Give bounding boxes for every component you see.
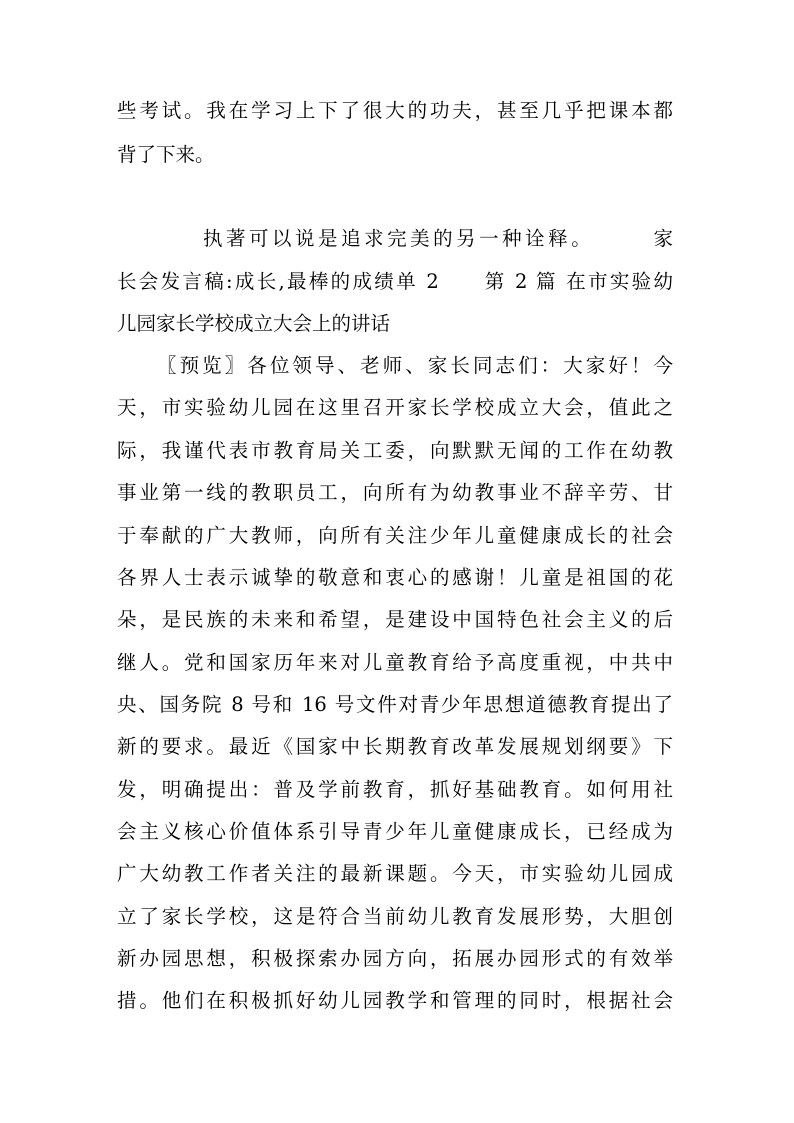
text-line: 朵，是民族的未来和希望，是建设中国特色社会主义的后 [117, 608, 673, 631]
text-line: 立了家长学校，这是符合当前幼儿教育发展形势，大胆创 [117, 905, 673, 928]
text-line: 〖预览〗各位领导、老师、家长同志们：大家好！今 [157, 354, 673, 377]
text-line: 天，市实验幼儿园在这里召开家长学校成立大会，值此之 [117, 396, 673, 419]
text-line: 执著可以说是追求完美的另一种诠释。 家 [203, 227, 673, 250]
text-line: 会主义核心价值体系引导青少年儿童健康成长，已经成为 [117, 820, 673, 843]
text-line: 儿园家长学校成立大会上的讲话 [117, 312, 391, 335]
text-line: 事业第一线的教职员工，向所有为幼教事业不辞辛劳、甘 [117, 481, 673, 504]
text-line: 背了下来。 [117, 143, 215, 166]
text-line: 些考试。我在学习上下了很大的功夫，甚至几乎把课本都 [117, 99, 673, 122]
text-line: 新办园思想，积极探索办园方向，拓展办园形式的有效举 [117, 947, 673, 970]
text-line: 央、国务院 8 号和 16 号文件对青少年思想道德教育提出了 [117, 693, 673, 716]
text-line: 各界人士表示诚挚的敬意和衷心的感谢！儿童是祖国的花 [117, 566, 673, 589]
text-line: 长会发言稿:成长,最棒的成绩单 2 第 2 篇 在市实验幼 [117, 270, 673, 293]
text-line: 于奉献的广大教师，向所有关注少年儿童健康成长的社会 [117, 524, 673, 547]
text-line: 发，明确提出：普及学前教育，抓好基础教育。如何用社 [117, 778, 673, 801]
text-line: 广大幼教工作者关注的最新课题。今天，市实验幼儿园成 [117, 862, 673, 885]
text-line: 措。他们在积极抓好幼儿园教学和管理的同时，根据社会 [117, 989, 673, 1012]
text-line: 继人。党和国家历年来对儿童教育给予高度重视，中共中 [117, 651, 673, 674]
text-line: 际，我谨代表市教育局关工委，向默默无闻的工作在幼教 [117, 439, 673, 462]
text-line: 新的要求。最近《国家中长期教育改革发展规划纲要》下 [117, 735, 673, 758]
